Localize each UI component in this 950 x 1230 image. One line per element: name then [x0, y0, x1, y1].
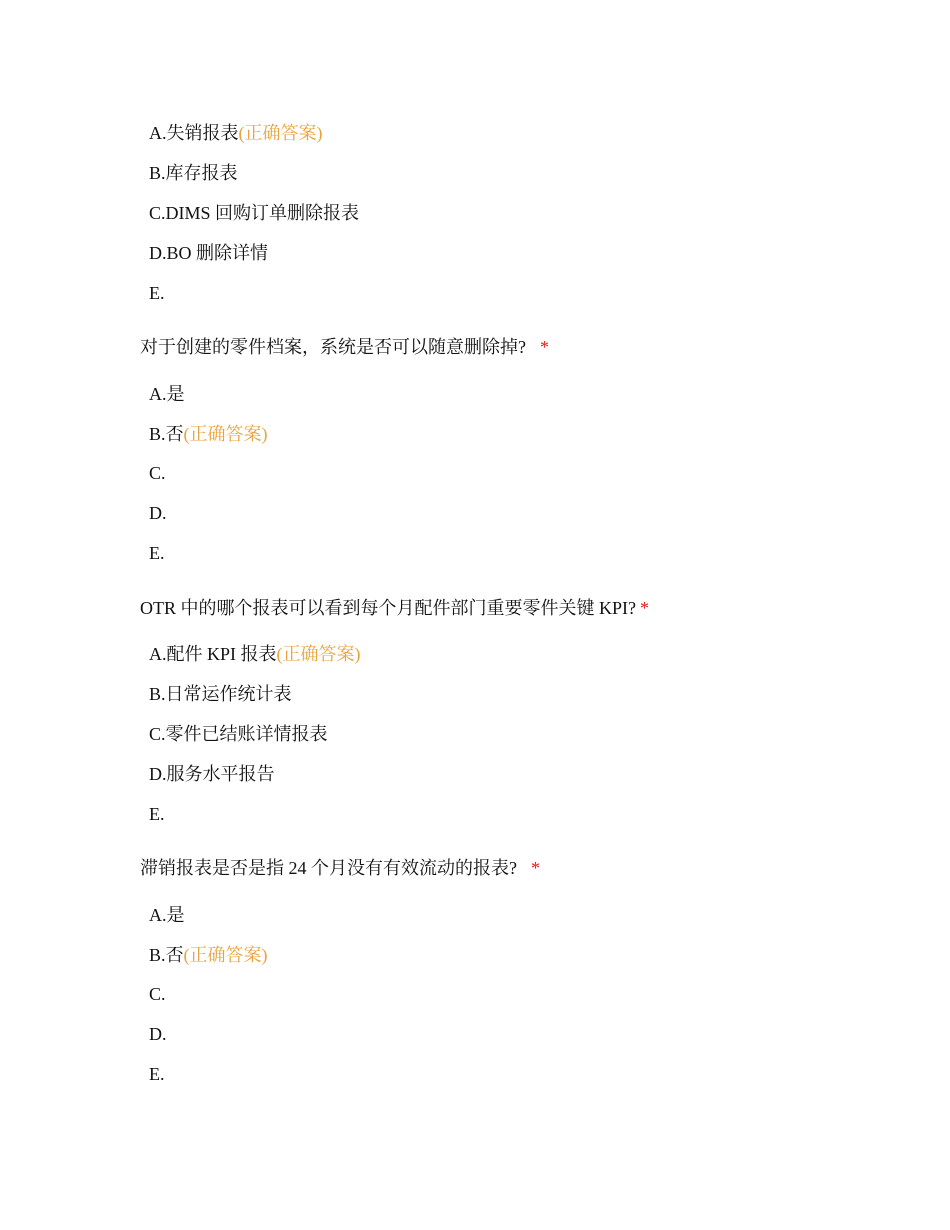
option-label: D.	[149, 503, 167, 523]
question-text: 对于创建的零件档案，系统是否可以随意删除掉?	[140, 337, 526, 357]
q0-option-b	[149, 162, 238, 184]
option-label: E.	[149, 283, 165, 303]
q1-option-e	[149, 542, 165, 564]
option-label: D.	[149, 1024, 167, 1044]
q2-option-b	[149, 683, 292, 705]
q1-option-a	[149, 383, 185, 405]
q1-option-b	[149, 423, 268, 445]
q0-option-d	[149, 242, 268, 264]
q3-question	[140, 857, 540, 879]
option-label: A.失销报表	[149, 123, 239, 143]
option-label: C.	[149, 463, 166, 483]
q3-option-b	[149, 944, 268, 966]
option-label: B.否	[149, 945, 184, 965]
required-asterisk: *	[531, 858, 540, 878]
required-asterisk: *	[540, 337, 549, 357]
q3-option-c	[149, 983, 166, 1005]
correct-answer-tag: (正确答案)	[183, 945, 268, 965]
option-label: B.库存报表	[149, 163, 238, 183]
correct-answer-tag: (正确答案)	[276, 644, 361, 664]
option-label: C.	[149, 984, 166, 1004]
question-text: OTR 中的哪个报表可以看到每个月配件部门重要零件关键 KPI?	[140, 598, 636, 618]
option-label: D.服务水平报告	[149, 764, 275, 784]
option-label: A.配件 KPI 报表	[149, 644, 277, 664]
q1-option-c	[149, 462, 166, 484]
option-label: E.	[149, 1064, 165, 1084]
option-label: B.否	[149, 424, 184, 444]
option-label: D.BO 删除详情	[149, 243, 269, 263]
option-label: C.零件已结账详情报表	[149, 724, 328, 744]
question-text: 滞销报表是否是指 24 个月没有有效流动的报表?	[140, 858, 517, 878]
correct-answer-tag: (正确答案)	[183, 424, 268, 444]
q2-option-e	[149, 803, 165, 825]
option-label: E.	[149, 804, 165, 824]
option-label: A.是	[149, 384, 185, 404]
q0-option-a	[149, 122, 323, 144]
q2-option-a	[149, 643, 361, 665]
q1-question	[140, 336, 549, 358]
option-label: C.DIMS 回购订单删除报表	[149, 203, 360, 223]
q3-option-d	[149, 1023, 167, 1045]
q2-option-c	[149, 723, 328, 745]
q0-option-e	[149, 282, 165, 304]
option-label: B.日常运作统计表	[149, 684, 292, 704]
q2-option-d	[149, 763, 275, 785]
correct-answer-tag: (正确答案)	[238, 123, 323, 143]
required-asterisk: *	[640, 598, 649, 618]
option-label: E.	[149, 543, 165, 563]
q1-option-d	[149, 502, 167, 524]
q3-option-e	[149, 1063, 165, 1085]
option-label: A.是	[149, 905, 185, 925]
q0-option-c	[149, 202, 359, 224]
q3-option-a	[149, 904, 185, 926]
q2-question	[140, 597, 649, 619]
